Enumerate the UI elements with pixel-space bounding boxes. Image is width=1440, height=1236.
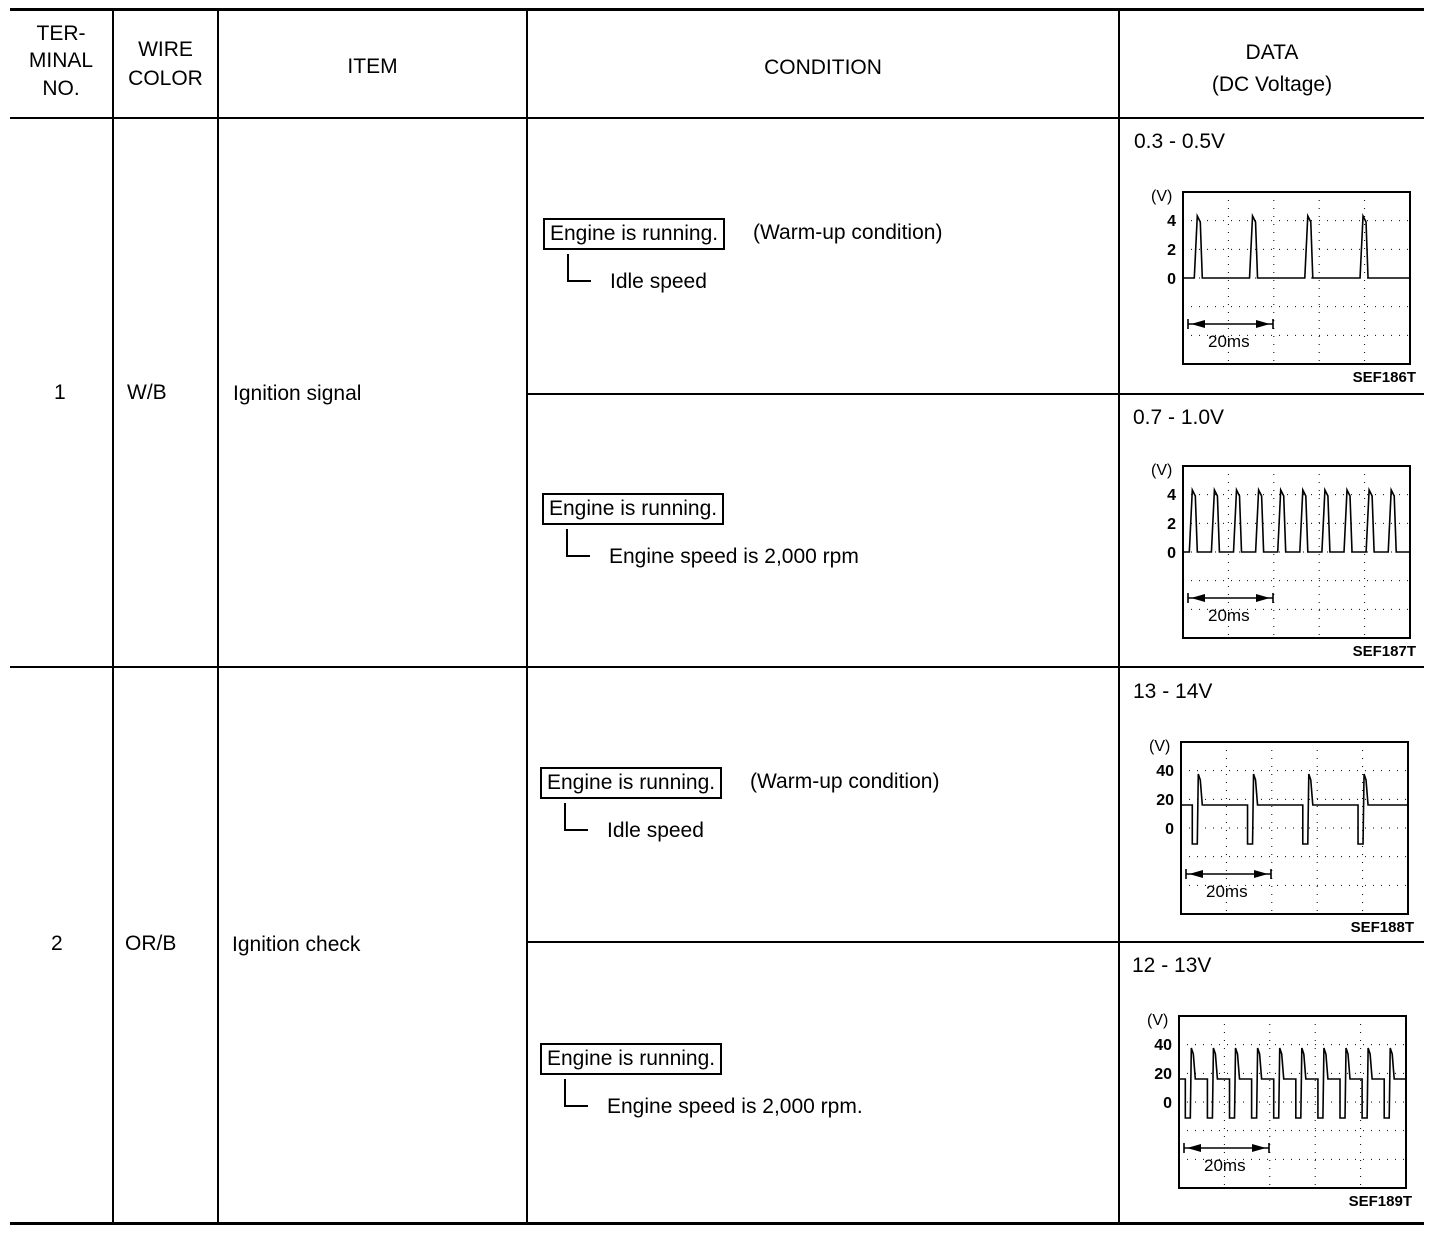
condition-box: Engine is running. — [542, 493, 724, 525]
time-scale-label: 20ms — [1206, 882, 1248, 901]
rule-col-2 — [217, 8, 219, 1224]
condition-sub: Engine speed is 2,000 rpm — [609, 545, 859, 568]
scope-tick-label: 0 — [1167, 545, 1176, 562]
terminal-number: 1 — [54, 381, 66, 404]
rule-bottom — [10, 1222, 1424, 1225]
oscilloscope-waveform — [1116, 958, 1416, 1208]
condition-extra: (Warm-up condition) — [753, 221, 943, 244]
rule-row1-split — [526, 393, 1424, 395]
condition-connector — [564, 803, 588, 831]
condition-connector — [567, 254, 591, 282]
rule-top — [10, 8, 1424, 11]
oscilloscope-waveform — [1120, 408, 1420, 658]
condition-extra: (Warm-up condition) — [750, 770, 940, 793]
condition-box: Engine is running. — [540, 767, 722, 799]
scope-tick-label: 20 — [1154, 1066, 1172, 1083]
time-scale-label: 20ms — [1208, 332, 1250, 351]
scope-svg — [1120, 408, 1420, 658]
time-scale-label: 20ms — [1204, 1156, 1246, 1175]
figure-code: SEF186T — [1352, 369, 1416, 384]
scope-svg — [1120, 134, 1420, 384]
scope-svg — [1116, 958, 1416, 1208]
data-value: 12 - 13V — [1132, 954, 1212, 977]
condition-sub: Idle speed — [607, 819, 704, 842]
rule-row2-split — [526, 941, 1424, 943]
terminal-data-table — [10, 8, 1424, 1226]
header-data — [1120, 37, 1424, 100]
scope-tick-label: 4 — [1167, 487, 1176, 504]
condition-box: Engine is running. — [540, 1043, 722, 1075]
scope-unit-label: (V) — [1151, 462, 1173, 479]
item-name: Ignition check — [232, 933, 361, 956]
rule-col-3 — [526, 8, 528, 1224]
condition-sub: Idle speed — [610, 270, 707, 293]
scope-unit-label: (V) — [1149, 738, 1171, 755]
terminal-number: 2 — [51, 932, 63, 955]
condition-connector — [564, 1079, 588, 1107]
scope-tick-label: 4 — [1167, 213, 1176, 230]
scope-unit-label: (V) — [1147, 1012, 1169, 1029]
header-data-line-2: (DC Voltage) — [1211, 72, 1333, 96]
oscilloscope-waveform — [1120, 134, 1420, 384]
scope-svg — [1118, 684, 1418, 934]
figure-code: SEF189T — [1348, 1193, 1412, 1208]
header-wire-color — [114, 35, 217, 94]
header-terminal — [10, 20, 112, 102]
condition-box: Engine is running. — [543, 218, 725, 250]
scope-tick-label: 40 — [1156, 763, 1174, 780]
scope-tick-label: 40 — [1154, 1037, 1172, 1054]
time-scale-label: 20ms — [1208, 606, 1250, 625]
header-terminal-line-1: TER- — [36, 22, 86, 45]
header-wire-line-1: WIRE — [138, 38, 193, 61]
scope-tick-label: 2 — [1167, 242, 1176, 259]
figure-code: SEF187T — [1352, 643, 1416, 658]
scope-unit-label: (V) — [1151, 188, 1173, 205]
header-terminal-line-2: MINAL — [28, 49, 94, 73]
scope-tick-label: 20 — [1156, 792, 1174, 809]
header-terminal-line-3: NO. — [42, 76, 80, 100]
scope-tick-label: 0 — [1167, 271, 1176, 288]
scope-tick-label: 2 — [1167, 516, 1176, 533]
oscilloscope-waveform — [1118, 684, 1418, 934]
data-value: 0.7 - 1.0V — [1133, 406, 1225, 429]
data-value: 13 - 14V — [1133, 680, 1213, 703]
header-condition: CONDITION — [764, 56, 882, 79]
rule-header-bottom — [10, 117, 1424, 119]
wire-color: W/B — [127, 381, 167, 404]
condition-sub: Engine speed is 2,000 rpm. — [607, 1095, 863, 1118]
rule-row-divider — [10, 666, 1424, 668]
rule-col-1 — [112, 8, 114, 1224]
header-data-line-1: DATA — [1245, 41, 1299, 64]
scope-tick-label: 0 — [1163, 1095, 1172, 1112]
header-item: ITEM — [347, 55, 398, 78]
wire-color: OR/B — [125, 932, 177, 955]
item-name: Ignition signal — [233, 382, 362, 405]
figure-code: SEF188T — [1350, 919, 1414, 934]
header-wire-line-2: COLOR — [128, 67, 203, 91]
scope-tick-label: 0 — [1165, 821, 1174, 838]
condition-connector — [566, 529, 590, 557]
data-value: 0.3 - 0.5V — [1134, 130, 1226, 153]
